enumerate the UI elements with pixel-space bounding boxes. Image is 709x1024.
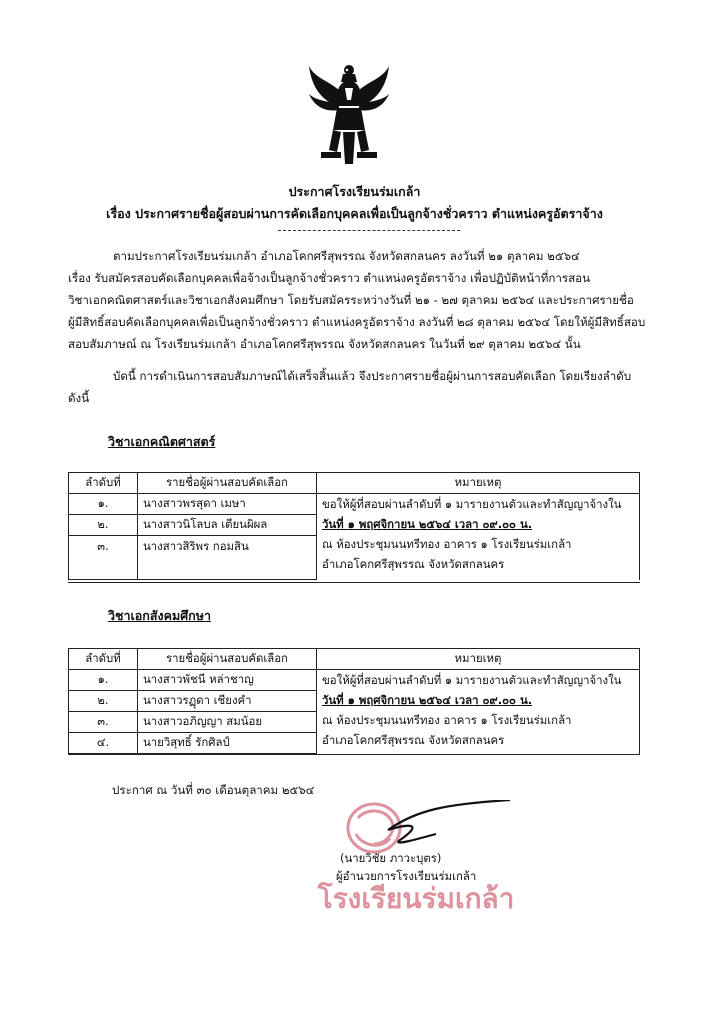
announcement-title: ประกาศโรงเรียนร่มเกล้า: [288, 184, 421, 199]
remark-line4: อำเภอโคกศรีสุพรรณ จังหวัดสกลนคร: [322, 557, 505, 571]
table-row: [69, 494, 640, 515]
announcement-date: ประกาศ ณ วันที่ ๓๐ เดือนตุลาคม ๒๕๖๔: [112, 783, 315, 797]
row-no: ๓.: [69, 712, 138, 733]
remark-line3: ณ ห้องประชุมนนทรีทอง อาคาร ๑ โรงเรียนร่มเกล้า: [322, 537, 572, 551]
row-name: นายวิสุทธิ์ รักศิลป์: [138, 733, 317, 754]
para2-line2: ดังนี้: [68, 391, 90, 405]
signer-name: (นายวิชัย ภาวะบุตร): [340, 851, 442, 865]
remark-cell: [317, 670, 640, 754]
remark-cell: [317, 494, 640, 580]
para1-line5: สอบสัมภาษณ์ ณ โรงเรียนร่มเกล้า อำเภอโคกศรีสุพรรณ จังหวัดสกลนคร ในวันที่ ๒๙ ตุลาคม ๒๕๖๔ นั้น: [68, 337, 581, 351]
table-row: [69, 670, 640, 691]
row-name: นางสาวสิริพร กอมสิน: [138, 536, 317, 580]
signer-position: ผู้อำนวยการโรงเรียนร่มเกล้า: [336, 869, 477, 883]
para1-line4: ผู้มีสิทธิ์สอบคัดเลือกบุคคลเพื่อเป็นลูกจ้างชั่วคราว ตำแหน่งครูอัตราจ้าง ลงวันที่ ๒๘ ตุลาคม ๒๕๖๔ โดยให้ผู้มีสิทธิ์สอบ: [68, 315, 646, 329]
row-no: ๑.: [69, 670, 138, 691]
announcement-subject: เรื่อง ประกาศรายชื่อผู้สอบผ่านการคัดเลือกบุคคลเพื่อเป็นลูกจ้างชั่วคราว ตำแหน่งครูอัตราจ้าง: [106, 206, 603, 221]
results-table-math: [68, 472, 640, 580]
para1-line2: เรื่อง รับสมัครสอบคัดเลือกบุคคลเพื่อจ้างเป็นลูกจ้างชั่วคราว ตำแหน่งครูอัตราจ้าง เพื่อปฏิบัติหน้าที่การสอน: [68, 271, 591, 285]
remark-line1: ขอให้ผู้ที่สอบผ่านลำดับที่ ๑ มารายงานตัวและทำสัญญาจ้างใน: [322, 673, 622, 687]
remark-line4: อำเภอโคกศรีสุพรรณ จังหวัดสกลนคร: [322, 733, 505, 747]
para2-line1: บัดนี้ การดำเนินการสอบสัมภาษณ์ได้เสร็จสิ้นแล้ว จึงประกาศรายชื่อผู้ผ่านการสอบคัดเลือก โดยเรียงลำดับ: [113, 369, 632, 383]
header-name: รายชื่อผู้ผ่านสอบคัดเลือก: [138, 473, 317, 494]
section-title-social: วิชาเอกสังคมศึกษา: [108, 608, 211, 623]
header-remark: หมายเหตุ: [317, 649, 640, 670]
header-no: ลำดับที่: [69, 473, 138, 494]
row-no: ๓.: [69, 536, 138, 580]
remark-line1: ขอให้ผู้ที่สอบผ่านลำดับที่ ๑ มารายงานตัวและทำสัญญาจ้างใน: [322, 497, 622, 511]
remark-line2: วันที่ ๑ พฤศจิกายน ๒๕๖๔ เวลา ๐๙.๐๐ น.: [322, 693, 533, 707]
row-name: นางสาวอภิญญา สมน้อย: [138, 712, 317, 733]
para1-line3: วิชาเอกคณิตศาสตร์และวิชาเอกสังคมศึกษา โดยรับสมัครระหว่างวันที่ ๒๑ - ๒๗ ตุลาคม ๒๕๖๔ และประกาศรายชื่อ: [68, 293, 634, 307]
row-no: ๔.: [69, 733, 138, 754]
row-name: นางสาวรฏุดา เชียงคำ: [138, 691, 317, 712]
stamp-text: โรงเรียนร่มเกล้า: [317, 882, 515, 915]
header-no: ลำดับที่: [69, 649, 138, 670]
header-remark: หมายเหตุ: [317, 473, 640, 494]
garuda-emblem: [307, 60, 391, 168]
row-name: นางสาวพัชนี หล่าชาญ: [138, 670, 317, 691]
remark-line2: วันที่ ๑ พฤศจิกายน ๒๕๖๔ เวลา ๐๙.๐๐ น.: [322, 517, 533, 531]
row-name: นางสาวพรสุดา เมษา: [138, 494, 317, 515]
results-table-social: [68, 648, 640, 754]
row-name: นางสาวนิโลบล เตียนผิผล: [138, 515, 317, 536]
header-name: รายชื่อผู้ผ่านสอบคัดเลือก: [138, 649, 317, 670]
table-bottom-border: [68, 754, 640, 755]
section-title-math: วิชาเอกคณิตศาสตร์: [108, 434, 216, 449]
title-divider: [278, 230, 460, 231]
para1-line1: ตามประกาศโรงเรียนร่มเกล้า อำเภอโคกศรีสุพรรณ จังหวัดสกลนคร ลงวันที่ ๒๑ ตุลาคม ๒๕๖๔: [113, 249, 580, 263]
row-no: ๒.: [69, 515, 138, 536]
row-no: ๒.: [69, 691, 138, 712]
table-bottom-border: [68, 582, 640, 583]
row-no: ๑.: [69, 494, 138, 515]
remark-line3: ณ ห้องประชุมนนทรีทอง อาคาร ๑ โรงเรียนร่มเกล้า: [322, 713, 572, 727]
